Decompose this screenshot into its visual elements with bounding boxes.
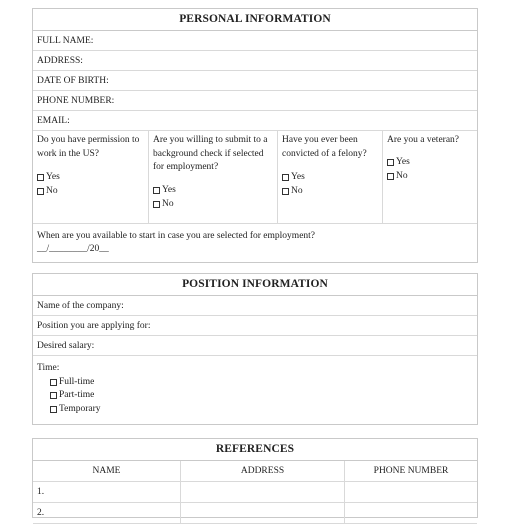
availability-block <box>33 224 477 262</box>
option-no[interactable] <box>153 198 274 212</box>
questions-grid <box>33 131 477 224</box>
checkbox-icon[interactable] <box>37 174 44 181</box>
time-label: Time: <box>37 363 60 373</box>
option-no[interactable] <box>282 185 379 199</box>
option-full-time[interactable] <box>37 376 473 390</box>
question-text: Have you ever been convicted of a felony? <box>282 135 367 159</box>
reference-phone-cell[interactable] <box>345 482 477 503</box>
checkbox-icon[interactable] <box>387 159 394 166</box>
reference-name-cell[interactable]: 1. <box>33 482 181 503</box>
checkbox-icon[interactable] <box>37 188 44 195</box>
question-work-permission <box>33 131 149 223</box>
option-no[interactable] <box>37 185 145 199</box>
references-section <box>32 438 478 518</box>
references-header-row <box>33 461 477 482</box>
position-information-section <box>32 273 478 425</box>
option-no[interactable] <box>387 170 474 184</box>
personal-information-title: PERSONAL INFORMATION <box>33 9 477 31</box>
question-text: Are you willing to submit to a background check if selected for employment? <box>153 135 268 172</box>
option-label: No <box>162 198 174 209</box>
references-title: REFERENCES <box>33 439 477 461</box>
option-temporary[interactable] <box>37 403 473 417</box>
position-information-title: POSITION INFORMATION <box>33 274 477 296</box>
option-label: No <box>396 170 408 181</box>
option-yes[interactable] <box>387 156 474 170</box>
option-yes[interactable] <box>282 171 379 185</box>
question-background-check <box>149 131 278 223</box>
table-row <box>33 503 477 524</box>
address-field[interactable]: ADDRESS: <box>33 51 477 71</box>
option-label: No <box>291 185 303 196</box>
option-label: No <box>46 185 58 196</box>
checkbox-icon[interactable] <box>282 188 289 195</box>
option-yes[interactable] <box>37 171 145 185</box>
header-address: ADDRESS <box>181 461 345 482</box>
time-block <box>33 356 477 424</box>
table-row <box>33 482 477 503</box>
question-veteran <box>383 131 477 223</box>
availability-date-blank[interactable]: __/________/20__ <box>37 244 109 254</box>
availability-question: When are you available to start in case you are selected for employment? <box>37 231 316 241</box>
company-name-field[interactable]: Name of the company: <box>33 296 477 316</box>
email-field[interactable]: EMAIL: <box>33 111 477 131</box>
position-applying-field[interactable]: Position you are applying for: <box>33 316 477 336</box>
checkbox-icon[interactable] <box>282 174 289 181</box>
reference-address-cell[interactable] <box>181 503 345 524</box>
checkbox-icon[interactable] <box>50 379 57 386</box>
date-of-birth-field[interactable]: DATE OF BIRTH: <box>33 71 477 91</box>
option-label: Yes <box>162 185 176 195</box>
checkbox-icon[interactable] <box>153 187 160 194</box>
phone-number-field[interactable]: PHONE NUMBER: <box>33 91 477 111</box>
option-label: Yes <box>46 172 60 182</box>
header-phone-number: PHONE NUMBER <box>345 461 477 482</box>
full-name-field[interactable]: FULL NAME: <box>33 31 477 51</box>
option-label: Yes <box>396 157 410 167</box>
option-label: Full-time <box>59 376 95 387</box>
question-text: Do you have permission to work in the US? <box>37 135 140 159</box>
personal-information-section <box>32 8 478 263</box>
option-label: Temporary <box>59 403 101 414</box>
header-name: NAME <box>33 461 181 482</box>
checkbox-icon[interactable] <box>50 406 57 413</box>
option-part-time[interactable] <box>37 389 473 403</box>
reference-name-cell[interactable]: 2. <box>33 503 181 524</box>
checkbox-icon[interactable] <box>50 392 57 399</box>
desired-salary-field[interactable]: Desired salary: <box>33 336 477 356</box>
question-felony <box>278 131 383 223</box>
checkbox-icon[interactable] <box>153 201 160 208</box>
question-text: Are you a veteran? <box>387 135 460 145</box>
reference-phone-cell[interactable] <box>345 503 477 524</box>
reference-address-cell[interactable] <box>181 482 345 503</box>
option-yes[interactable] <box>153 184 274 198</box>
option-label: Yes <box>291 172 305 182</box>
option-label: Part-time <box>59 390 95 400</box>
checkbox-icon[interactable] <box>387 173 394 180</box>
